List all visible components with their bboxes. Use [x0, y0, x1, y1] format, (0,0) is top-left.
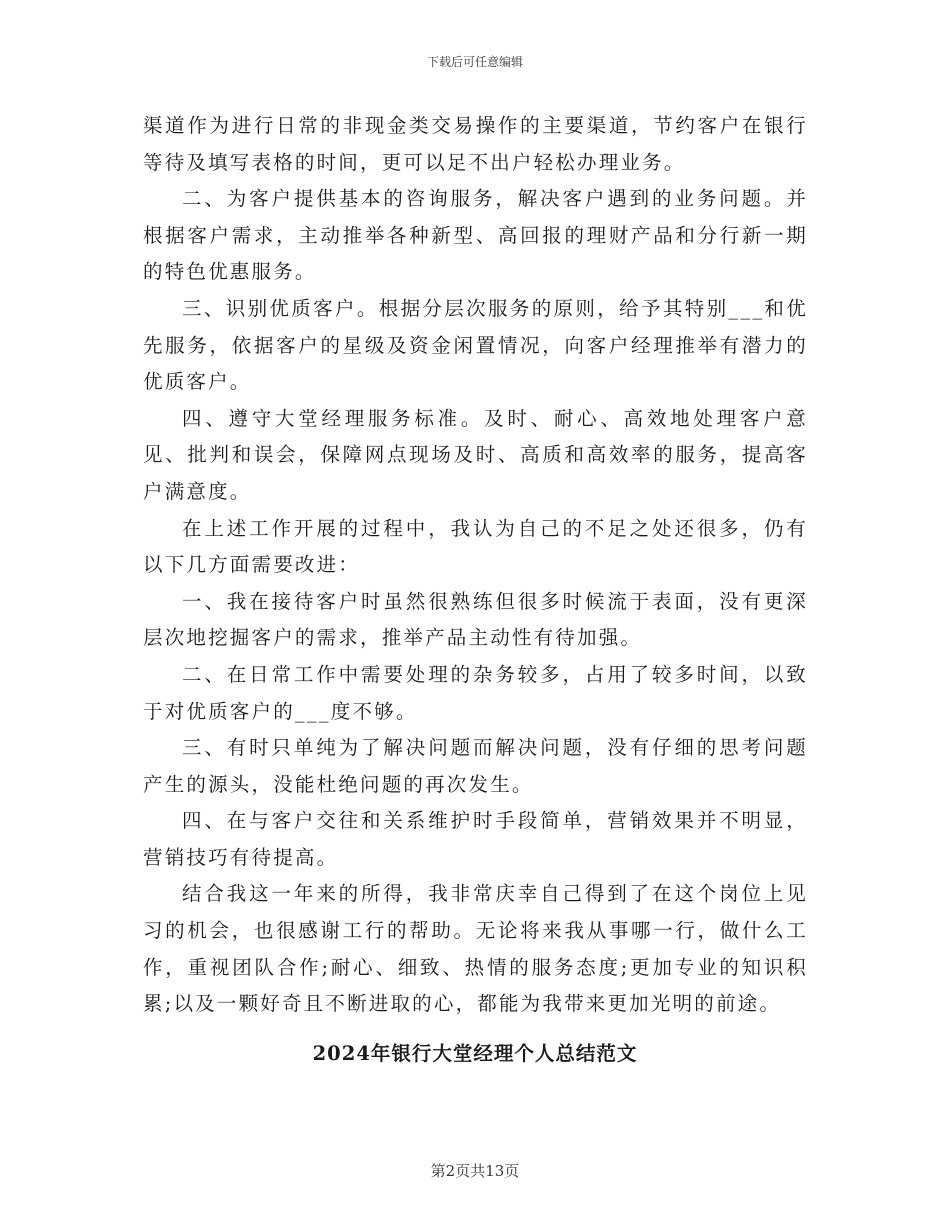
page-header-note: 下载后可任意编辑: [426, 55, 523, 69]
paragraph-1: 渠道作为进行日常的非现金类交易操作的主要渠道，节约客户在银行等待及填写表格的时间，更可以足不出户轻松办理业务。: [143, 114, 808, 174]
document-body: [143, 108, 808, 1023]
paragraph-9: 四、在与客户交往和关系维护时手段简单，营销效果并不明显，营销技巧有待提高。: [143, 809, 808, 869]
section-title: 2024年银行大堂经理个人总结范文: [312, 1042, 638, 1065]
paragraph-3: 三、识别优质客户。根据分层次服务的原则，给予其特别___和优先服务，依据客户的星级及资金闲置情况，向客户经理推举有潜力的优质客户。: [143, 296, 808, 394]
paragraph-6: 一、我在接待客户时虽然很熟练但很多时候流于表面，没有更深层次地挖掘客户的需求，推举产品主动性有待加强。: [143, 589, 808, 650]
paragraph-10: 结合我这一年来的所得，我非常庆幸自己得到了在这个岗位上见习的机会，也很感谢工行的帮助。无论将来我从事哪一行，做什么工作，重视团队合作;耐心、细致、热情的服务态度;更加专业的知识积累;以及一颗好奇且不断进取的心，都能为我带来更加光明的前途。: [143, 882, 808, 1016]
paragraph-2: 二、为客户提供基本的咨询服务，解决客户遇到的业务问题。并根据客户需求，主动推举各种新型、高回报的理财产品和分行新一期的特色优惠服务。: [143, 187, 808, 284]
paragraph-4: 四、遵守大堂经理服务标准。及时、耐心、高效地处理客户意见、批判和误会，保障网点现场及时、高质和高效率的服务，提高客户满意度。: [143, 406, 808, 503]
paragraph-5: 在上述工作开展的过程中，我认为自己的不足之处还很多，仍有以下几方面需要改进：: [143, 516, 808, 577]
page-number-footer: 第2页共13页: [430, 1162, 520, 1180]
paragraph-7: 二、在日常工作中需要处理的杂务较多，占用了较多时间，以致于对优质客户的___度不够。: [143, 662, 808, 723]
paragraph-8: 三、有时只单纯为了解决问题而解决问题，没有仔细的思考问题产生的源头，没能杜绝问题的再次发生。: [143, 736, 808, 796]
